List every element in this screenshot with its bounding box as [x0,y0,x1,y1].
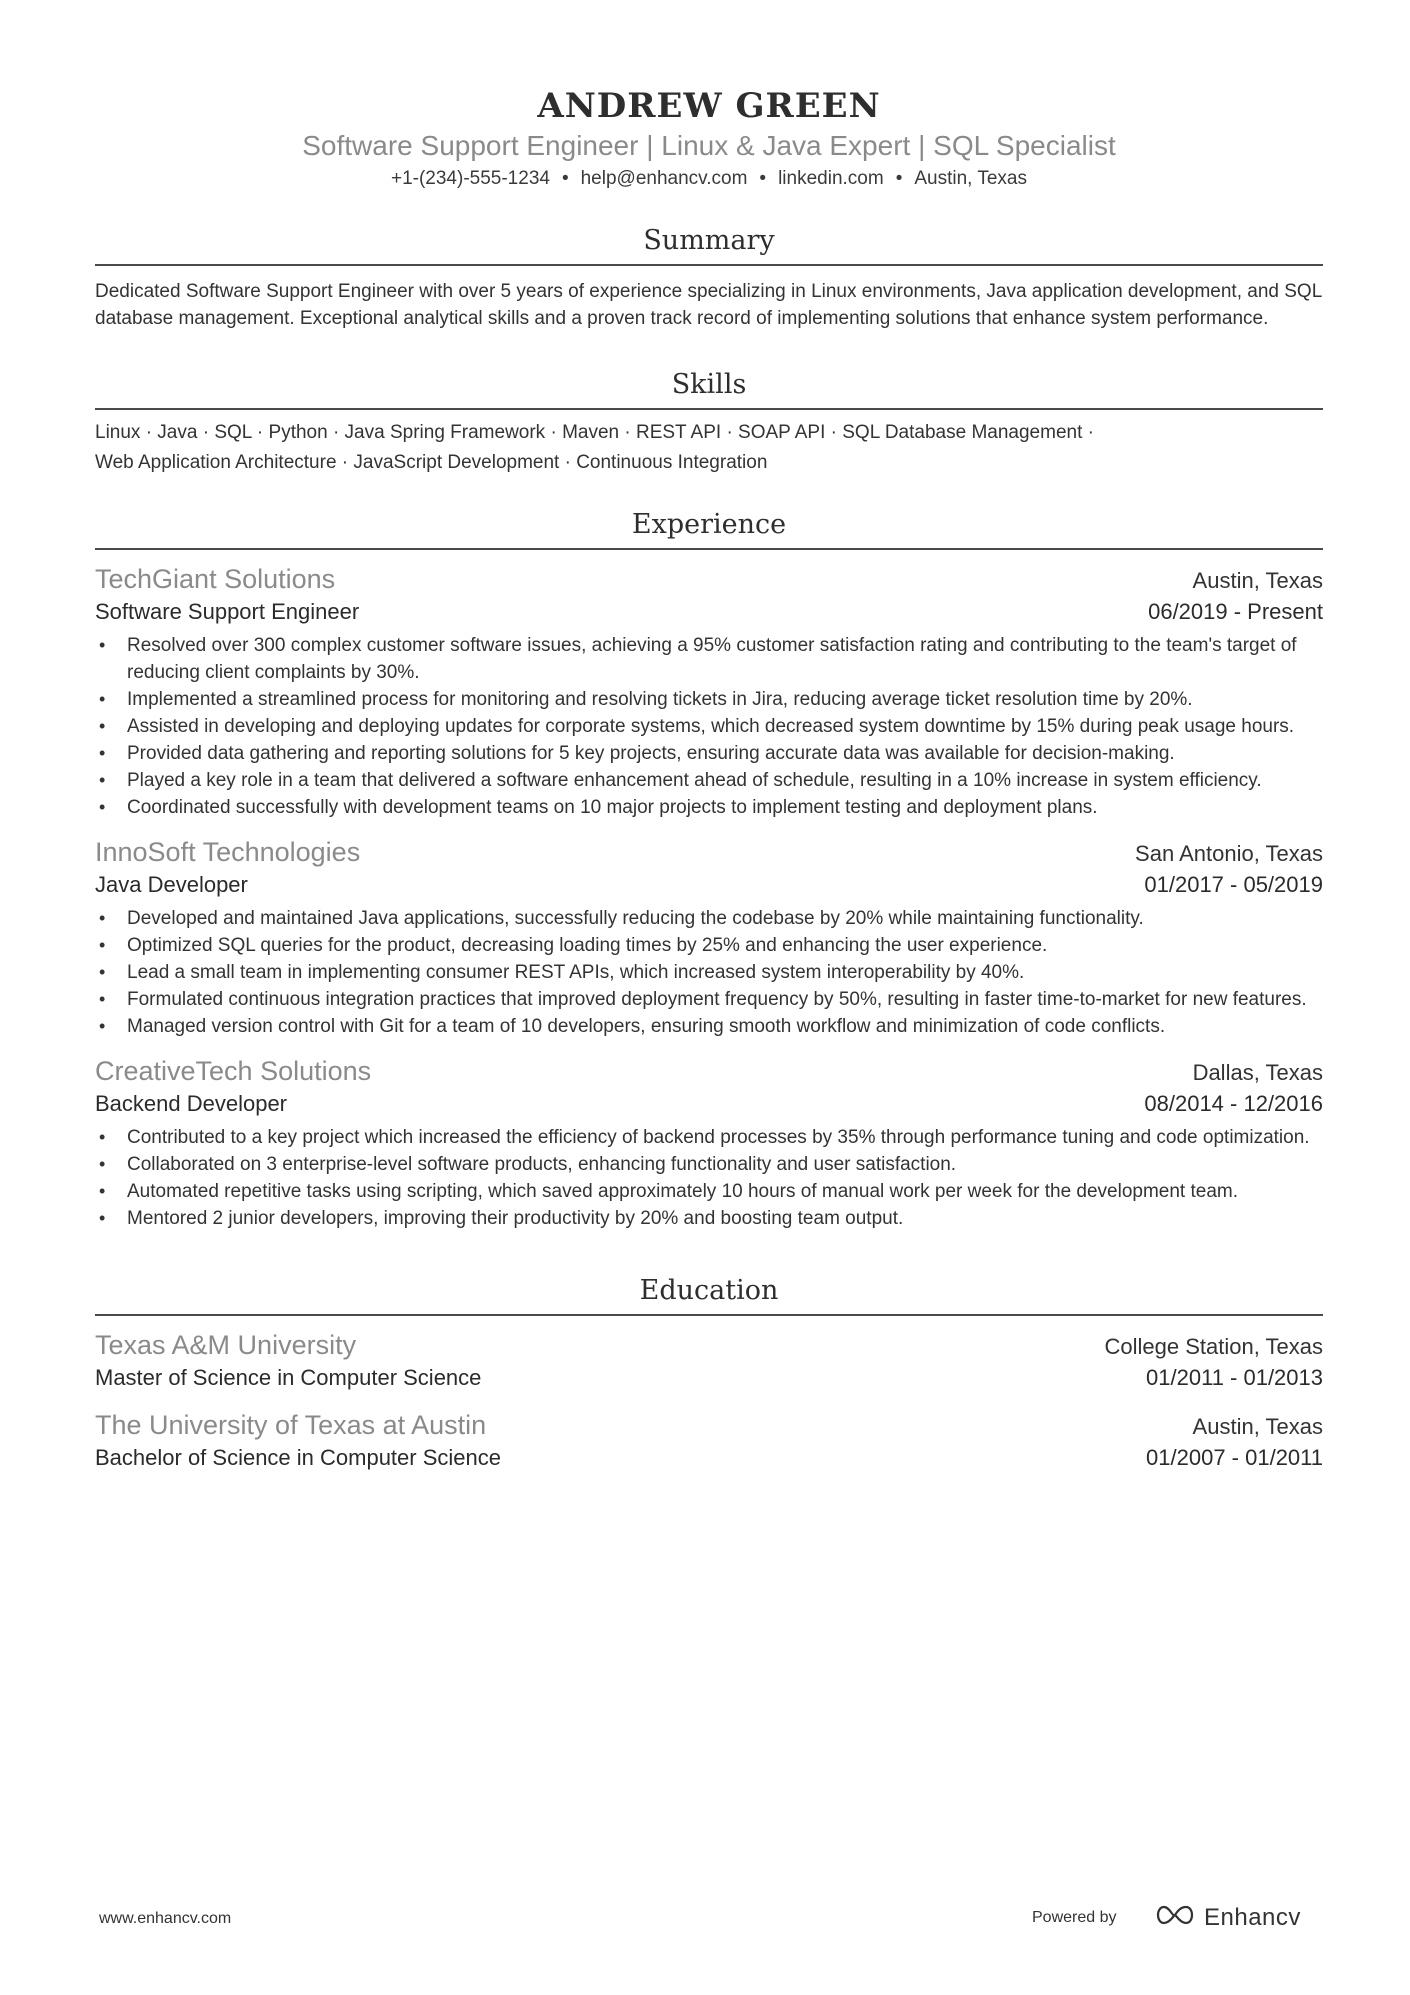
resume-page [95,88,1323,1474]
school-name: Texas A&M University [95,1330,357,1360]
achievement-item: • Lead a small team in implementing consumer REST APIs, which increased system interoperability by 40%. [95,959,1323,986]
school-location: Austin, Texas [1192,1414,1323,1439]
achievement-item: • Optimized SQL queries for the product, decreasing loading times by 25% and enhancing the user experience. [95,932,1323,959]
achievement-item: • Managed version control with Git for a team of 10 developers, ensuring smooth workflow and minimization of code conflicts. [95,1013,1323,1040]
page-footer [0,1903,1410,1938]
contact-separator: • [561,168,569,189]
job-dates: 08/2014 - 12/2016 [1144,1091,1323,1116]
achievement-item: • Formulated continuous integration practices that improved deployment frequency by 50%, resulting in faster time-to-market for new features. [95,986,1323,1013]
achievement-item: • Automated repetitive tasks using scripting, which saved approximately 10 hours of manual work per week for the development team. [95,1178,1323,1205]
achievement-list [95,1124,1323,1232]
school-location: College Station, Texas [1104,1334,1323,1359]
achievement-list [95,905,1323,1040]
job-dates: 01/2017 - 05/2019 [1144,872,1323,897]
brand-name: Enhancv [1204,1903,1301,1931]
education-dates: 01/2007 - 01/2011 [1146,1445,1323,1470]
degree-name: Bachelor of Science in Computer Science [95,1445,501,1470]
school-name: The University of Texas at Austin [95,1410,487,1440]
education-dates: 01/2011 - 01/2013 [1146,1365,1323,1390]
company-name: InnoSoft Technologies [95,837,361,867]
job-location: Dallas, Texas [1192,1060,1323,1085]
achievement-item: • Coordinated successfully with development teams on 10 major projects to implement testing and deployment plans. [95,794,1323,821]
contact-phone: +1-(234)-555-1234 [390,168,550,189]
job-dates: 06/2019 - Present [1148,599,1323,624]
achievement-list [95,632,1323,821]
achievement-item: • Mentored 2 junior developers, improving their productivity by 20% and boosting team output. [95,1205,1323,1232]
experience-heading: Experience [95,508,1323,550]
contact-separator: • [759,168,767,189]
job-title: Software Support Engineer [95,599,360,624]
job-location: Austin, Texas [1192,568,1323,593]
footer-website-link[interactable]: www.enhancv.com [99,1910,232,1927]
contact-email[interactable]: help@enhancv.com [580,168,748,189]
achievement-item: • Assisted in developing and deploying updates for corporate systems, which decreased system downtime by 15% during peak usage hours. [95,713,1323,740]
achievement-item: • Resolved over 300 complex customer software issues, achieving a 95% customer satisfaction rating and contributing to the team's target of reducing client complaints by 30%. [95,632,1323,686]
skills-line: Web Application Architecture · JavaScript Development · Continuous Integration [95,452,768,473]
infinity-logo-icon [1152,1902,1198,1933]
brand-logo[interactable] [1152,1902,1301,1933]
contact-location: Austin, Texas [914,168,1027,189]
achievement-item: • Contributed to a key project which increased the efficiency of backend processes by 35% through performance tuning and code optimization. [95,1124,1323,1151]
education-heading: Education [95,1274,1323,1316]
skills-line: Linux · Java · SQL · Python · Java Spring Framework · Maven · REST API · SOAP API · SQL Database Management · [95,422,1094,443]
candidate-headline: Software Support Engineer | Linux & Java Expert | SQL Specialist [302,130,1116,161]
education-entry [95,1328,1323,1394]
achievement-item: • Played a key role in a team that delivered a software enhancement ahead of schedule, resulting in a 10% increase in system efficiency. [95,767,1323,794]
contact-line [95,166,1323,192]
summary-text: Dedicated Software Support Engineer with over 5 years of experience specializing in Linux environments, Java application development, and SQL database management. Exceptional analytical skills and a proven track record of implementing solutions that enhance system performance. [95,281,1322,329]
skills-heading: Skills [95,368,1323,410]
achievement-item: • Implemented a streamlined process for monitoring and resolving tickets in Jira, reducing average ticket resolution time by 20%. [95,686,1323,713]
company-name: CreativeTech Solutions [95,1056,372,1086]
job-location: San Antonio, Texas [1135,841,1323,866]
experience-entry [95,1054,1323,1232]
summary-heading: Summary [95,224,1323,266]
contact-linkedin[interactable]: linkedin.com [778,168,884,189]
skills-list [95,418,1323,478]
experience-entry [95,835,1323,1040]
contact-separator: • [895,168,903,189]
company-name: TechGiant Solutions [95,564,336,594]
powered-by-label: Powered by [1032,1909,1117,1926]
achievement-item: • Collaborated on 3 enterprise-level software products, enhancing functionality and user satisfaction. [95,1151,1323,1178]
education-entry [95,1408,1323,1474]
candidate-name: ANDREW GREEN [537,86,881,126]
degree-name: Master of Science in Computer Science [95,1365,482,1390]
achievement-item: • Provided data gathering and reporting solutions for 5 key projects, ensuring accurate data was available for decision-making. [95,740,1323,767]
job-title: Java Developer [95,872,248,897]
achievement-item: • Developed and maintained Java applications, successfully reducing the codebase by 20% while maintaining functionality. [95,905,1323,932]
job-title: Backend Developer [95,1091,288,1116]
experience-entry [95,562,1323,821]
